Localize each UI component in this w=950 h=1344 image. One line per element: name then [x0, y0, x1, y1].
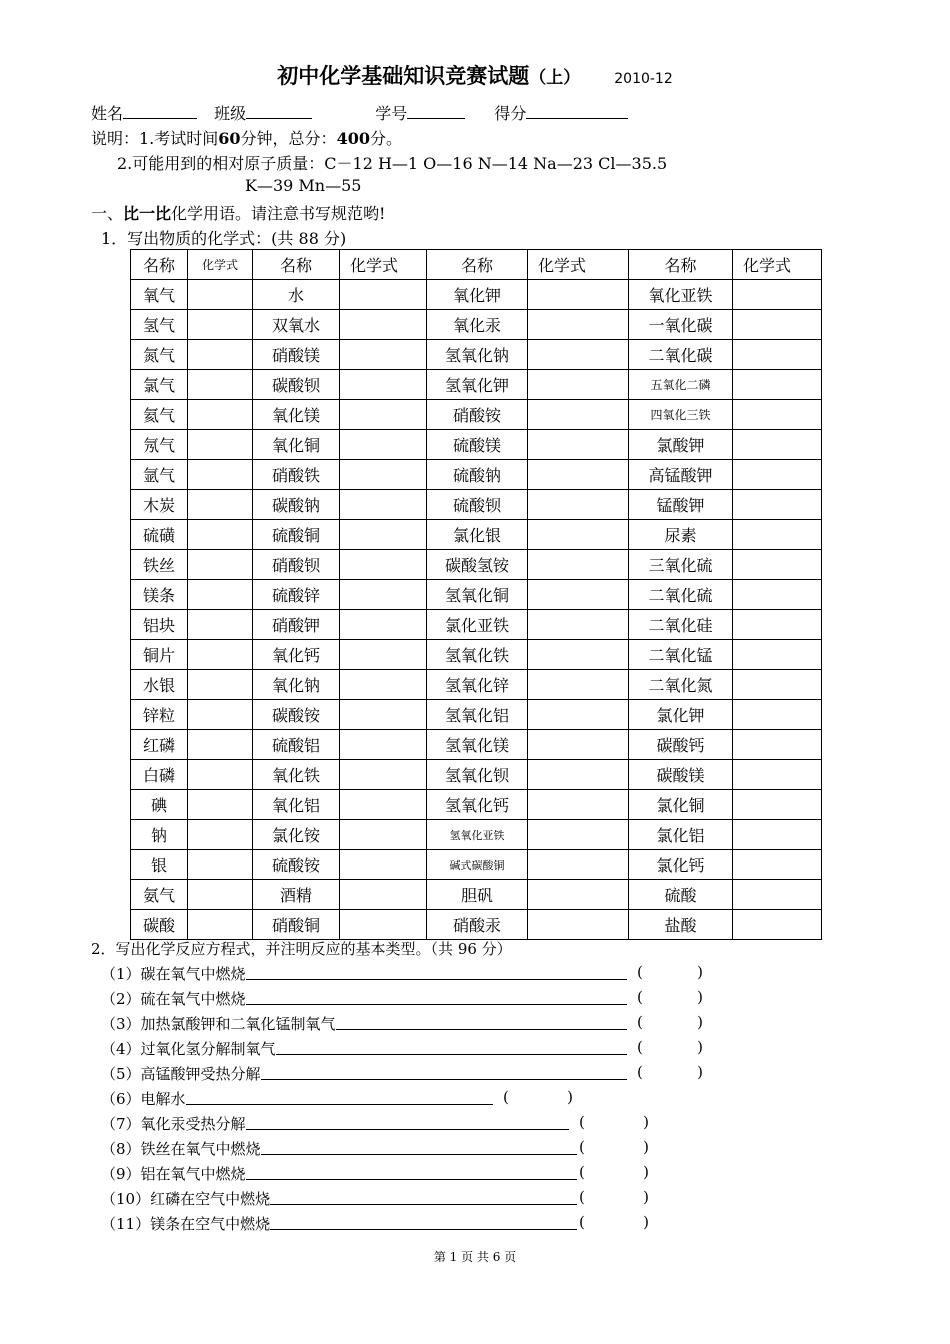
formula-answer-cell[interactable]	[340, 490, 427, 520]
table-row	[131, 580, 822, 610]
substance-name: 氢氧化铝	[427, 700, 528, 730]
substance-name: 二氧化硫	[629, 580, 733, 610]
header-name: 名称	[253, 250, 340, 280]
formula-answer-cell[interactable]	[733, 700, 822, 730]
formula-answer-cell[interactable]	[340, 520, 427, 550]
instructions-prefix: 说明：1.考试时间	[91, 129, 219, 148]
formula-answer-cell[interactable]	[188, 730, 253, 760]
formula-answer-cell[interactable]	[528, 640, 629, 670]
substance-name: 氯化铜	[629, 790, 733, 820]
equation-item	[101, 1038, 276, 1059]
table-row	[131, 880, 822, 910]
formula-answer-cell[interactable]	[188, 460, 253, 490]
substance-name: 氧化钾	[427, 280, 528, 310]
formula-answer-cell[interactable]	[733, 610, 822, 640]
equation-item	[101, 1138, 261, 1159]
substance-name: 尿素	[629, 520, 733, 550]
substance-name: 碳酸铵	[253, 700, 340, 730]
formula-answer-cell[interactable]	[188, 520, 253, 550]
formula-answer-cell[interactable]	[340, 640, 427, 670]
substance-name: 氯化亚铁	[427, 610, 528, 640]
substance-name: 氧化钙	[253, 640, 340, 670]
header-name: 名称	[427, 250, 528, 280]
question-1-label: 1．写出物质的化学式：(共 88 分)	[101, 229, 347, 248]
formula-answer-cell[interactable]	[340, 280, 427, 310]
formula-answer-cell[interactable]	[733, 820, 822, 850]
question-2-label: 2．写出化学反应方程式，并注明反应的基本类型。（共 96 分）	[91, 940, 512, 958]
equation-prompt: （3）加热氯酸钾和二氧化锰制氧气	[101, 1015, 336, 1033]
formula-answer-cell[interactable]	[340, 820, 427, 850]
equation-item	[101, 963, 246, 984]
formula-answer-cell[interactable]	[188, 580, 253, 610]
equation-answer-line[interactable]	[246, 1129, 569, 1130]
equation-answer-line[interactable]	[246, 1179, 577, 1180]
instructions-line-3: K—39 Mn—55	[245, 176, 362, 195]
formula-answer-cell[interactable]	[188, 820, 253, 850]
header-name: 名称	[629, 250, 733, 280]
substance-name: 硫酸	[629, 880, 733, 910]
substance-name: 氢氧化亚铁	[427, 820, 528, 850]
table-row	[131, 760, 822, 790]
equation-item	[101, 1188, 270, 1209]
formula-answer-cell[interactable]	[188, 640, 253, 670]
formula-answer-cell[interactable]	[733, 340, 822, 370]
substance-name: 氢气	[131, 310, 188, 340]
equation-prompt: （6）电解水	[101, 1090, 186, 1108]
substance-name: 氧化镁	[253, 400, 340, 430]
substance-name: 碳酸钡	[253, 370, 340, 400]
substance-name: 碱式碳酸铜	[427, 850, 528, 880]
substance-name: 钠	[131, 820, 188, 850]
table-row	[131, 310, 822, 340]
formula-answer-cell[interactable]	[733, 790, 822, 820]
substance-name: 碳酸氢铵	[427, 550, 528, 580]
substance-name: 硫酸锌	[253, 580, 340, 610]
substance-name: 硫酸钠	[427, 460, 528, 490]
table-row	[131, 430, 822, 460]
substance-name: 氯化铵	[253, 820, 340, 850]
formula-answer-cell[interactable]	[340, 370, 427, 400]
substance-name: 氢氧化钙	[427, 790, 528, 820]
formula-answer-cell[interactable]	[528, 340, 629, 370]
substance-name: 二氧化碳	[629, 340, 733, 370]
name-label: 姓名	[91, 104, 124, 123]
formula-answer-cell[interactable]	[528, 910, 629, 940]
equation-prompt: （4）过氧化氢分解制氧气	[101, 1040, 276, 1058]
formula-answer-cell[interactable]	[733, 730, 822, 760]
exam-total: 400	[336, 129, 370, 148]
table-row	[131, 730, 822, 760]
equation-answer-line[interactable]	[246, 1004, 627, 1005]
table-row	[131, 700, 822, 730]
substance-name: 硝酸铜	[253, 910, 340, 940]
formula-answer-cell[interactable]	[528, 580, 629, 610]
equation-answer-line[interactable]	[336, 1029, 627, 1030]
name-blank[interactable]	[123, 102, 197, 119]
formula-table	[130, 249, 822, 940]
table-row	[131, 640, 822, 670]
formula-answer-cell[interactable]	[340, 550, 427, 580]
substance-name: 三氧化硫	[629, 550, 733, 580]
formula-answer-cell[interactable]	[528, 670, 629, 700]
formula-answer-cell[interactable]	[188, 280, 253, 310]
formula-answer-cell[interactable]	[188, 310, 253, 340]
exam-time: 60	[218, 129, 241, 148]
table-row	[131, 400, 822, 430]
formula-answer-cell[interactable]	[188, 910, 253, 940]
formula-answer-cell[interactable]	[733, 280, 822, 310]
formula-answer-cell[interactable]	[188, 670, 253, 700]
substance-name: 水	[253, 280, 340, 310]
section-1-bold: 比一比	[123, 204, 172, 223]
header-formula: 化学式	[340, 250, 427, 280]
page-title	[0, 60, 950, 90]
substance-name: 氧化铜	[253, 430, 340, 460]
formula-answer-cell[interactable]	[340, 460, 427, 490]
formula-answer-cell[interactable]	[340, 610, 427, 640]
substance-name: 硫酸铜	[253, 520, 340, 550]
formula-answer-cell[interactable]	[340, 850, 427, 880]
substance-name: 硝酸钡	[253, 550, 340, 580]
substance-name: 铜片	[131, 640, 188, 670]
header-name: 名称	[131, 250, 188, 280]
formula-answer-cell[interactable]	[733, 760, 822, 790]
formula-answer-cell[interactable]	[733, 520, 822, 550]
equation-item	[101, 1113, 246, 1134]
substance-name: 氯化铝	[629, 820, 733, 850]
table-row	[131, 790, 822, 820]
substance-name: 氧化铁	[253, 760, 340, 790]
formula-answer-cell[interactable]	[528, 760, 629, 790]
formula-answer-cell[interactable]	[340, 790, 427, 820]
equation-answer-line[interactable]	[270, 1204, 577, 1205]
substance-name: 氯酸钾	[629, 430, 733, 460]
substance-name: 胆矾	[427, 880, 528, 910]
formula-answer-cell[interactable]	[188, 790, 253, 820]
substance-name: 锌粒	[131, 700, 188, 730]
header-formula: 化学式	[528, 250, 629, 280]
formula-answer-cell[interactable]	[340, 730, 427, 760]
substance-name: 水银	[131, 670, 188, 700]
substance-name: 硫磺	[131, 520, 188, 550]
formula-answer-cell[interactable]	[733, 910, 822, 940]
substance-name: 二氧化锰	[629, 640, 733, 670]
formula-answer-cell[interactable]	[733, 490, 822, 520]
formula-answer-cell[interactable]	[340, 430, 427, 460]
number-blank[interactable]	[407, 102, 465, 119]
formula-answer-cell[interactable]	[188, 760, 253, 790]
formula-answer-cell[interactable]	[528, 310, 629, 340]
substance-name: 铝块	[131, 610, 188, 640]
equation-answer-line[interactable]	[270, 1229, 577, 1230]
substance-name: 硝酸钾	[253, 610, 340, 640]
table-row	[131, 670, 822, 700]
substance-name: 氢氧化钡	[427, 760, 528, 790]
equation-item	[101, 1088, 186, 1109]
substance-name: 硝酸镁	[253, 340, 340, 370]
formula-answer-cell[interactable]	[733, 580, 822, 610]
substance-name: 硝酸汞	[427, 910, 528, 940]
class-blank[interactable]	[246, 102, 312, 119]
formula-answer-cell[interactable]	[188, 700, 253, 730]
substance-name: 四氧化三铁	[629, 400, 733, 430]
instructions-line-1	[91, 126, 402, 149]
formula-answer-cell[interactable]	[733, 460, 822, 490]
table-row	[131, 550, 822, 580]
title-subtitle: （上）	[529, 68, 581, 88]
substance-name: 碳酸	[131, 910, 188, 940]
substance-name: 氯化银	[427, 520, 528, 550]
equation-prompt: （10）红磷在空气中燃烧	[101, 1190, 271, 1208]
section-1-rest: 化学用语。请注意书写规范哟!	[171, 204, 386, 223]
table-row	[131, 610, 822, 640]
table-row	[131, 910, 822, 940]
substance-name: 硫酸铝	[253, 730, 340, 760]
table-row	[131, 820, 822, 850]
formula-answer-cell[interactable]	[528, 850, 629, 880]
substance-name: 双氧水	[253, 310, 340, 340]
formula-answer-cell[interactable]	[188, 610, 253, 640]
equation-item	[101, 1013, 336, 1034]
substance-name: 氨气	[131, 880, 188, 910]
equation-answer-line[interactable]	[276, 1054, 627, 1055]
equation-prompt: （8）铁丝在氧气中燃烧	[101, 1140, 261, 1158]
formula-answer-cell[interactable]	[528, 460, 629, 490]
class-label: 班级	[214, 104, 247, 123]
substance-name: 镁条	[131, 580, 188, 610]
substance-name: 氢氧化镁	[427, 730, 528, 760]
formula-answer-cell[interactable]	[733, 880, 822, 910]
substance-name: 氧化钠	[253, 670, 340, 700]
substance-name: 铁丝	[131, 550, 188, 580]
title-text: 初中化学基础知识竞赛试题	[277, 64, 530, 88]
substance-name: 氯化钾	[629, 700, 733, 730]
formula-answer-cell[interactable]	[528, 520, 629, 550]
formula-answer-cell[interactable]	[733, 850, 822, 880]
substance-name: 碳酸钠	[253, 490, 340, 520]
equation-prompt: （1）碳在氧气中燃烧	[101, 965, 246, 983]
substance-name: 高锰酸钾	[629, 460, 733, 490]
substance-name: 五氧化二磷	[629, 370, 733, 400]
formula-answer-cell[interactable]	[528, 400, 629, 430]
formula-answer-cell[interactable]	[528, 790, 629, 820]
formula-answer-cell[interactable]	[528, 880, 629, 910]
formula-answer-cell[interactable]	[528, 550, 629, 580]
substance-name: 碘	[131, 790, 188, 820]
table-row	[131, 460, 822, 490]
equation-prompt: （5）高锰酸钾受热分解	[101, 1065, 261, 1083]
equation-prompt: （11）镁条在空气中燃烧	[101, 1215, 271, 1233]
substance-name: 氧化铝	[253, 790, 340, 820]
equation-item	[101, 988, 246, 1009]
formula-answer-cell[interactable]	[188, 550, 253, 580]
substance-name: 氢氧化铜	[427, 580, 528, 610]
substance-name: 银	[131, 850, 188, 880]
equation-answer-line[interactable]	[261, 1154, 577, 1155]
formula-answer-cell[interactable]	[733, 400, 822, 430]
equation-answer-line[interactable]	[246, 979, 627, 980]
formula-answer-cell[interactable]	[528, 280, 629, 310]
formula-answer-cell[interactable]	[188, 880, 253, 910]
formula-answer-cell[interactable]	[340, 400, 427, 430]
formula-answer-cell[interactable]	[528, 610, 629, 640]
substance-name: 碳酸镁	[629, 760, 733, 790]
substance-name: 氯气	[131, 370, 188, 400]
formula-answer-cell[interactable]	[528, 730, 629, 760]
table-row	[131, 490, 822, 520]
substance-name: 氧化亚铁	[629, 280, 733, 310]
formula-answer-cell[interactable]	[528, 700, 629, 730]
formula-answer-cell[interactable]	[733, 370, 822, 400]
instructions-suffix: 分。	[369, 129, 402, 148]
substance-name: 硫酸镁	[427, 430, 528, 460]
page-footer: 第 1 页 共 6 页	[433, 1250, 517, 1264]
table-row	[131, 280, 822, 310]
formula-answer-cell[interactable]	[528, 430, 629, 460]
equation-answer-line[interactable]	[186, 1104, 493, 1105]
equation-item	[101, 1213, 270, 1234]
formula-answer-cell[interactable]	[340, 340, 427, 370]
formula-answer-cell[interactable]	[188, 850, 253, 880]
substance-name: 氢氧化钾	[427, 370, 528, 400]
equation-prompt: （2）硫在氧气中燃烧	[101, 990, 246, 1008]
formula-answer-cell[interactable]	[188, 340, 253, 370]
substance-name: 氩气	[131, 460, 188, 490]
score-label: 得分	[494, 104, 527, 123]
header-formula: 化学式	[188, 250, 253, 280]
substance-name: 氧化汞	[427, 310, 528, 340]
equation-prompt: （9）铝在氧气中燃烧	[101, 1165, 246, 1183]
substance-name: 氖气	[131, 430, 188, 460]
equation-prompt: （7）氧化汞受热分解	[101, 1115, 246, 1133]
formula-answer-cell[interactable]	[733, 640, 822, 670]
formula-answer-cell[interactable]	[188, 490, 253, 520]
formula-answer-cell[interactable]	[340, 670, 427, 700]
formula-answer-cell[interactable]	[188, 400, 253, 430]
formula-answer-cell[interactable]	[528, 370, 629, 400]
substance-name: 锰酸钾	[629, 490, 733, 520]
formula-answer-cell[interactable]	[733, 310, 822, 340]
equation-answer-line[interactable]	[261, 1079, 627, 1080]
section-1-number: 一、	[91, 204, 124, 223]
substance-name: 氢氧化铁	[427, 640, 528, 670]
table-row	[131, 340, 822, 370]
student-info-line	[91, 101, 628, 124]
table-header-row	[131, 250, 822, 280]
table-row	[131, 850, 822, 880]
substance-name: 红磷	[131, 730, 188, 760]
substance-name: 硝酸铁	[253, 460, 340, 490]
substance-name: 硫酸钡	[427, 490, 528, 520]
substance-name: 氧气	[131, 280, 188, 310]
substance-name: 酒精	[253, 880, 340, 910]
substance-name: 盐酸	[629, 910, 733, 940]
instructions-line-2: 2.可能用到的相对原子质量：C－12 H—1 O—16 N—14 Na—23 Cl—35.5	[117, 154, 668, 173]
substance-name: 木炭	[131, 490, 188, 520]
substance-name: 氯化钙	[629, 850, 733, 880]
substance-name: 氦气	[131, 400, 188, 430]
formula-answer-cell[interactable]	[340, 580, 427, 610]
number-label: 学号	[375, 104, 408, 123]
section-1-heading	[91, 201, 385, 224]
formula-answer-cell[interactable]	[340, 310, 427, 340]
formula-answer-cell[interactable]	[733, 430, 822, 460]
title-date: 2010-12	[614, 71, 673, 87]
substance-name: 硫酸铵	[253, 850, 340, 880]
formula-answer-cell[interactable]	[340, 910, 427, 940]
formula-answer-cell[interactable]	[188, 430, 253, 460]
equation-item	[101, 1063, 261, 1084]
formula-answer-cell[interactable]	[528, 820, 629, 850]
substance-name: 二氧化硅	[629, 610, 733, 640]
substance-name: 氢氧化锌	[427, 670, 528, 700]
formula-answer-cell[interactable]	[528, 490, 629, 520]
exam-page: 初中化学基础知识竞赛试题（上） 2010-12 姓名 班级 学号 得分 说明：1.考试时间60分钟，总分：400分。 2.可能用到的相对原子质量：C－12 H—1 O—16 N—14 Na—23 Cl—35.5 K—39 Mn—55 一、比一比化学用语。请注意书写规范哟! 1．写出物质的化学式：(共 88 分) 名称 化学式 名称 化学式 名称 化学式 名称 化学式 氧气 水 氧化钾 氧化亚铁 氢气 双氧水 氧化汞 一氧化碳 氮气 硝酸镁 氢氧化钠 二氧化碳 氯气 碳酸钡 氢氧化钾 五氧化二磷 氦气 氧化镁 硝酸铵 四氧化三铁 氖气 氧化铜 硫酸镁 氯酸钾 氩气 硝酸铁 硫酸钠 高锰酸钾 木炭 碳酸钠 硫酸钡 锰酸钾 硫磺 硫酸铜 氯化银 尿素 铁丝 硝酸钡 碳酸氢铵 三氧化硫 镁条 硫酸锌 氢氧化铜 二氧化硫 铝块 硝酸钾 氯化亚铁 二氧化硅 铜片 氧化钙 氢氧化铁 二氧化锰 水银 氧化钠 氢氧化锌 二氧化氮 锌粒 碳酸铵 氢氧化铝 氯化钾 红磷 硫酸铝 氢氧化镁 碳酸钙 白磷 氧化铁 氢氧化钡 碳酸镁 碘 氧化铝 氢氧化钙 氯化铜 钠 氯化铵 氢氧化亚铁 氯化铝 银 硫酸铵 碱式碳酸铜 氯化钙 氨气 酒精 胆矾 硫酸 碳酸 硝酸铜 硝酸汞 盐酸 2．写出化学反应方程式，并注明反应的基本类型。（共 96 分） （1）碳在氧气中燃烧 ( ) （2）硫在氧气中燃烧 ( ) （3）加热氯酸钾和二氧化锰制氧气 ( ) （4）过氧化氢分解制氧气 ( ) （5）高锰酸钾受热分解 ( ) （6）电解水 ( ) （7）氧化汞受热分解 ( ) （8）铁丝在氧气中燃烧 ( ) （9）铝在氧气中燃烧 ( ) （10）红磷在空气中燃烧 ( ) （11）镁条在空气中燃烧 ( ) 第 1 页 共 6 页	[0, 0, 950, 1344]
formula-answer-cell[interactable]	[733, 550, 822, 580]
formula-answer-cell[interactable]	[340, 700, 427, 730]
header-formula: 化学式	[733, 250, 822, 280]
table-row	[131, 520, 822, 550]
equation-item	[101, 1163, 246, 1184]
formula-answer-cell[interactable]	[340, 760, 427, 790]
substance-name: 氢氧化钠	[427, 340, 528, 370]
instructions-mid: 分钟，总分：	[240, 129, 337, 148]
formula-answer-cell[interactable]	[340, 880, 427, 910]
substance-name: 白磷	[131, 760, 188, 790]
substance-name: 二氧化氮	[629, 670, 733, 700]
substance-name: 硝酸铵	[427, 400, 528, 430]
score-blank[interactable]	[526, 102, 628, 119]
substance-name: 碳酸钙	[629, 730, 733, 760]
substance-name: 一氧化碳	[629, 310, 733, 340]
formula-answer-cell[interactable]	[733, 670, 822, 700]
formula-answer-cell[interactable]	[188, 370, 253, 400]
substance-name: 氮气	[131, 340, 188, 370]
table-row	[131, 370, 822, 400]
